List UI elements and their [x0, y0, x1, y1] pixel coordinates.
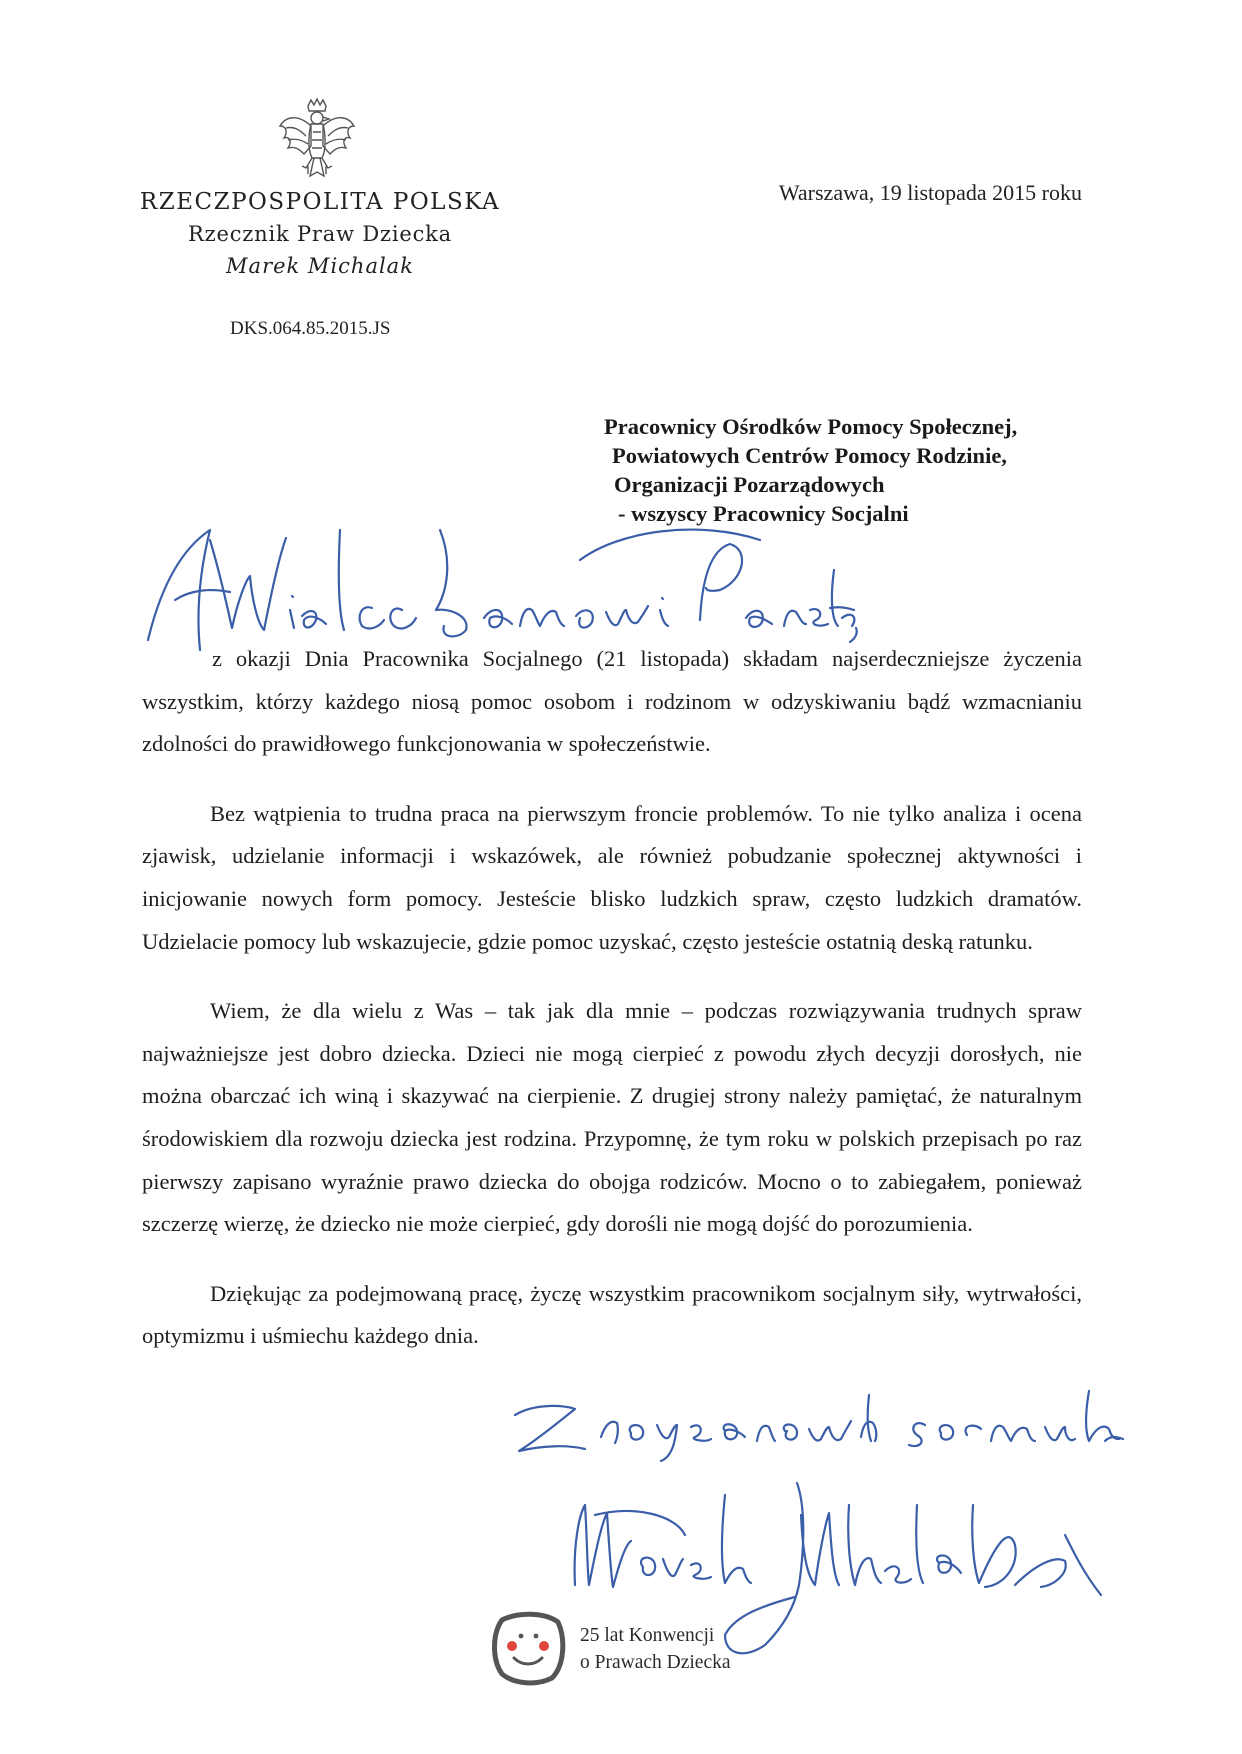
handwritten-closing	[505, 1385, 1125, 1465]
addressee-line: Organizacji Pozarządowych	[614, 472, 885, 497]
handwritten-salutation	[140, 500, 860, 660]
addressee-line: - wszyscy Pracownicy Socjalni	[618, 501, 909, 526]
office-title: Rzecznik Praw Dziecka	[188, 222, 452, 246]
anniversary-line: o Prawach Dziecka	[580, 1652, 731, 1673]
body-paragraph: z okazji Dnia Pracownika Socjalnego (21 listopada) składam najserdeczniejsze życzenia wszystkim, którzy każdego niosą pomoc osobom i rodzinom w odzyskiwaniu bądź wzmacnianiu zdolności do prawidłowego funkcjonowania w społeczeństwie.	[142, 646, 1082, 757]
letter-date: Warszawa, 19 listopada 2015 roku	[778, 180, 1082, 205]
body-paragraph: Wiem, że dla wielu z Was – tak jak dla mnie – podczas rozwiązywania trudnych spraw najważniejsze jest dobro dziecka. Dzieci nie mogą cierpieć z powodu złych decyzji dorosłych, nie można obarczać ich winą i skazywać na cierpienie. Z drugiej strony należy pamiętać, że naturalnym środowiskiem dla rozwoju dziecka jest rodzina. Przypomnę, że tym roku w polskich przepisach po raz pierwszy zapisano wyraźnie prawo dziecka do obojga rodziców. Mocno o to zabiegałem, ponieważ szczerzę wierzę, że dziecko nie może cierpieć, gdy dorośli nie mogą dojść do porozumienia.	[142, 998, 1082, 1237]
sender-name: Marek Michalak	[226, 254, 414, 278]
convention-logo-icon	[488, 1610, 568, 1686]
addressee-line: Powiatowych Centrów Pomocy Rodzinie,	[612, 443, 1007, 468]
reference-number: DKS.064.85.2015.JS	[230, 318, 391, 339]
sender-header	[130, 186, 510, 282]
body-paragraph: Dziękując za podejmowaną pracę, życzę wszystkim pracownikom socjalnym siły, wytrwałości, optymizmu i uśmiechu każdego dnia.	[142, 1280, 1082, 1349]
body-paragraph: Bez wątpienia to trudna praca na pierwszym froncie problemów. To nie tylko analiza i ocena zjawisk, udzielanie informacji i wskazówek, ale również pobudzanie społecznej aktywności i inicjowanie nowych form pomocy. Jesteście blisko ludzkich spraw, często ludzkich dramatów. Udzielacie pomocy lub wskazujecie, gdzie pomoc uzyskać, często jesteście ostatnią deską ratunku.	[142, 800, 1082, 954]
addressee-line: Pracownicy Ośrodków Pomocy Społecznej,	[604, 414, 1018, 439]
letter-body	[142, 638, 1082, 1385]
eagle-emblem-icon	[278, 96, 356, 182]
convention-anniversary-text	[580, 1622, 731, 1676]
republic-title: RZECZPOSPOLITA POLSKA	[139, 189, 501, 215]
anniversary-line: 25 lat Konwencji	[580, 1625, 715, 1646]
